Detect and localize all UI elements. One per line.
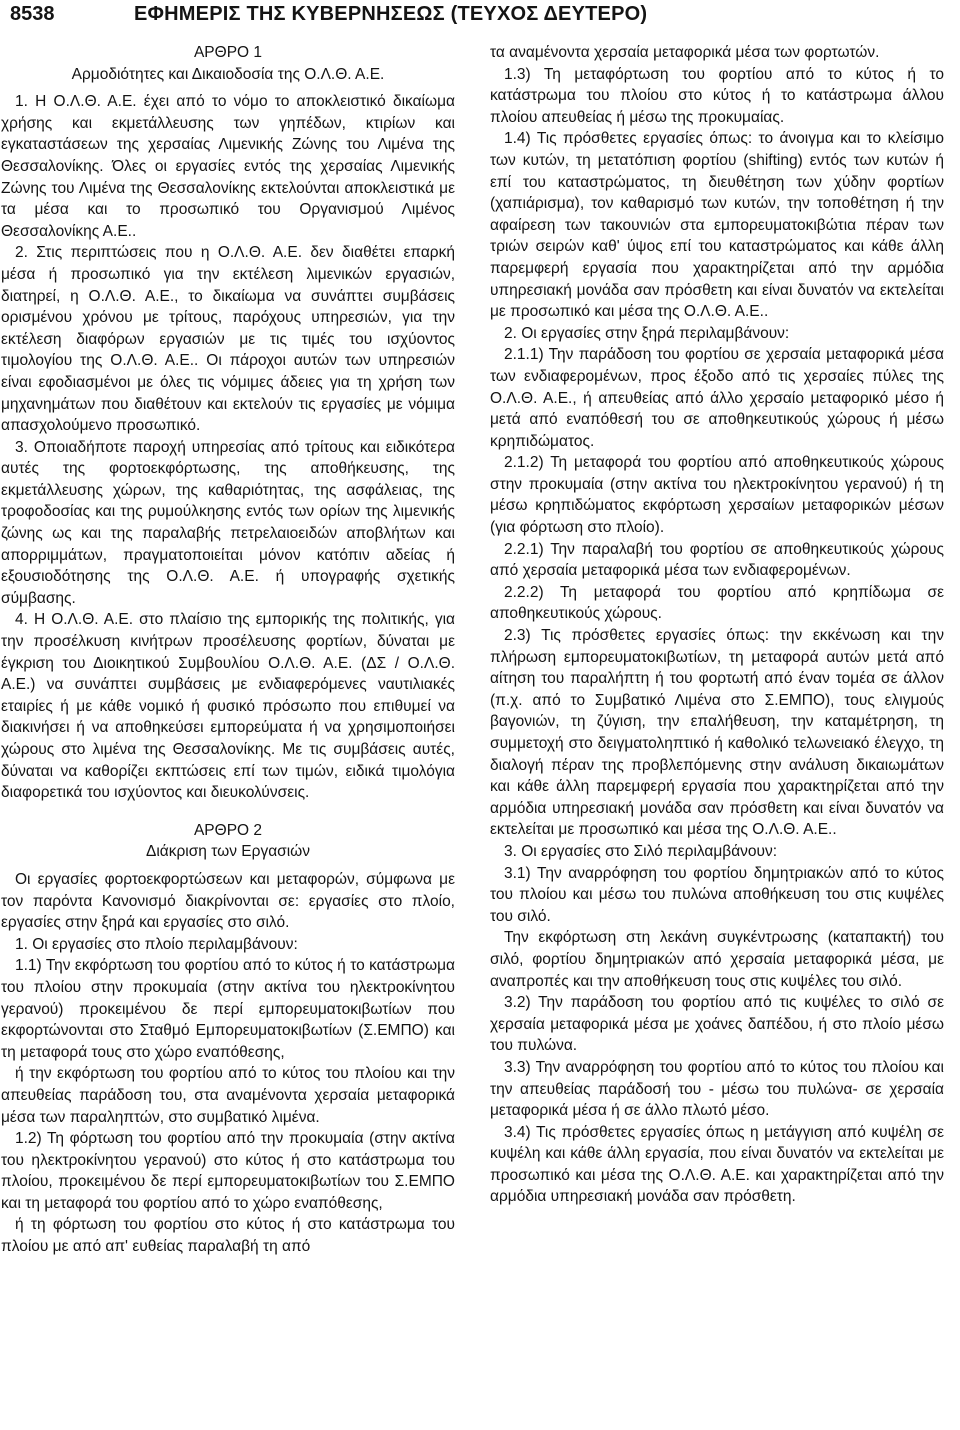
paragraph: 3. Οι εργασίες στο Σιλό περιλαμβάνουν: [504, 842, 778, 860]
page-header [10, 0, 950, 30]
article-2-title: Διάκριση των Εργασιών [145, 843, 311, 861]
right-column [490, 42, 944, 1208]
left-column [1, 42, 455, 1258]
paragraph: τα αναμένοντα χερσαία μεταφορικά μέσα των φορτωτών. [490, 44, 880, 61]
article-1-heading: ΑΡΘΡΟ 1 [193, 44, 263, 61]
article-2-heading: ΑΡΘΡΟ 2 [193, 821, 263, 839]
paragraph: 3.2) Την παράδοση του φορτίου από τις κυψέλες το σιλό σε χερσαία μεταφορικά μέσα με χοάνες δαπέδου, ή στο πλοίο μέσω του πυλώνα. [490, 994, 944, 1055]
paragraph: ή την εκφόρτωση του φορτίου από το κύτος του πλοίου και την απευθείας παράδοση του, στα αναμένοντα χερσαία μεταφορικά μέσα των παραληπτών, στο συμβατικό λιμένα. [1, 1065, 455, 1126]
paragraph: 2.2.2) Τη μεταφορά του φορτίου από κρηπίδωμα σε αποθηκευτικούς χώρους. [490, 583, 944, 623]
paragraph: Οι εργασίες φορτοεκφορτώσεων και μεταφορών, σύμφωνα με τον παρόντα Κανονισμό διακρίνονται σε: εργασίες στο πλοίο, εργασίες στην ξηρά και εργασίες στο σιλό. [1, 870, 455, 932]
paragraph: 1.2) Τη φόρτωση του φορτίου από την προκυμαία (στην ακτίνα του ηλεκτροκίνητου γερανού) στο κύτος ή στο κατάστρωμα του πλοίου, προκειμένου δε περί εμπορευματοκιβωτίων του Σ.ΕΜΠΟ και τη μεταφορά του φορτίου από το χώρο εναπόθεσης, [1, 1130, 455, 1212]
paragraph: 2.1.2) Τη μεταφορά του φορτίου από αποθηκευτικούς χώρους στην προκυμαία (στην ακτίνα του ηλεκτροκίνητου γερανού) ή τη μέσω κρηπιδώματος εκφόρτωση χερσαίων μεταφορικών μέσων (για φόρτωση στο πλοίο). [490, 454, 944, 537]
gazette-title: ΕΦΗΜΕΡΙΣ ΤΗΣ ΚΥΒΕΡΝΗΣΕΩΣ (ΤΕΥΧΟΣ ΔΕΥΤΕΡΟ) [134, 3, 648, 25]
paragraph: 2. Στις περιπτώσεις που η Ο.Λ.Θ. Α.Ε. δεν διαθέτει επαρκή μέσα ή προσωπικό για την εκτέλεση λιμενικών εργασιών, διατηρεί, η Ο.Λ.Θ. Α.Ε., το δικαίωμα να συνάπτει συμβάσεις ορισμένου χρόνου με τρίτους, παρόχους υπηρεσιών, για την εκτέλεση διαφόρων εργασιών με τις τιμές του ισχύοντος τιμολογίου της Ο.Λ.Θ. Α.Ε.. Οι πάροχοι αυτών των υπηρεσιών είναι εφοδιασμένοι με όλες τις νόμιμες άδειες για τη χρήση των μηχανημάτων που διαθέτουν και εκτελούν τις εργασίες με νόμιμα απασχολούμενο προσωπικό. [1, 244, 455, 435]
paragraph: 2. Οι εργασίες στην ξηρά περιλαμβάνουν: [504, 324, 790, 342]
paragraph: 3.4) Τις πρόσθετες εργασίες όπως η μετάγγιση από κυψέλη σε κυψέλη και κάθε άλλη εργασία, που είναι δυνατόν να εκτελείται με προσωπικό και μέσα της Ο.Λ.Θ. Α.Ε. και χαρακτηρίζεται από την αρμόδια υπηρεσιακή μονάδα σαν πρόσθετη. [490, 1123, 944, 1206]
paragraph: 2.2.1) Την παραλαβή του φορτίου σε αποθηκευτικούς χώρους από χερσαία μεταφορικά μέσα των ενδιαφερομένων. [490, 540, 944, 580]
article-1-title: Αρμοδιότητες και Δικαιοδοσία της Ο.Λ.Θ. Α.Ε. [71, 65, 385, 83]
paragraph: 4. Η Ο.Λ.Θ. Α.Ε. στο πλαίσιο της εμπορικής της πολιτικής, για την προσέλκυση κινήτρων προσέλευσης φορτίων, δύναται με έγκριση του Διοικητικού Συμβουλίου Ο.Λ.Θ. Α.Ε. (ΔΣ / Ο.Λ.Θ. Α.Ε.) να συνάπτει συμβάσεις με ενδιαφερόμενες ναυτιλιακές εταιρίες ή με κάθε νομικό ή φυσικό πρόσωπο που επιθυμεί να διακινήσει ή να αποθηκεύσει εμπορεύματα ή να χρησιμοποιήσει χώρους στο λιμένα της Θεσσαλονίκης. Με τις συμβάσεις αυτές, δύναται να καθορίζει εκπτώσεις επί των τιμών, ειδικά τιμολόγια διαφορετικά του ισχύοντος και διευκολύνσεις. [1, 611, 455, 802]
paragraph: 1.4) Τις πρόσθετες εργασίες όπως: το άνοιγμα και το κλείσιμο των κυτών, τη μετατόπιση φορτίου (shifting) εντός των κυτών ή επί του καταστρώματος, τη διευθέτηση των χύδην φορτίων (χαπιάρισμα), τον καθαρισμό των κυτών, την τοποθέτηση ή την αφαίρεση των τακουνιών στα εμπορευματοκιβώτια πέραν των τριών σειρών καθ' ύψος επί του καταστρώματος και κάθε άλλη παρεμφερή εργασία που χαρακτηρίζεται από την αρμόδια υπηρεσιακή μονάδα σαν πρόσθετη και είναι δυνατόν να εκτελείται με προσωπικό και μέσα της Ο.Λ.Θ. Α.Ε.. [490, 130, 944, 321]
page-number: 8538 [10, 3, 55, 25]
paragraph: 3.3) Την αναρρόφηση του φορτίου από το κύτος του πλοίου και την απευθείας παράδοσή του - μέσω του πυλώνα- σε χερσαία μεταφορικά μέσα ή σε άλλο πλωτό μέσο. [490, 1058, 944, 1120]
paragraph: 3. Οποιαδήποτε παροχή υπηρεσίας από τρίτους και ειδικότερα αυτές της φορτοεκφόρτωσης, της αποθήκευσης, της εκμετάλλευσης χώρων, της καθαριότητας, της ασφάλειας, της τροφοδοσίας και της ρυμούλκησης εντός των ορίων της λιμενικής ζώνης ως και της παραλαβής πετρελαιοειδών αποβλήτων και απορριμμάτων, πραγματοποιείται μόνον κατόπιν αδείας ή εξουσιοδότησης της Ο.Λ.Θ. Α.Ε. ή υπογραφής σχετικής σύμβασης. [1, 438, 455, 607]
paragraph: 1. Οι εργασίες στο πλοίο περιλαμβάνουν: [15, 935, 298, 953]
paragraph: ή τη φόρτωση του φορτίου στο κύτος ή στο κατάστρωμα του πλοίου με από απ' ευθείας παραλαβή τη από [1, 1216, 455, 1256]
paragraph: 2.1.1) Την παράδοση του φορτίου σε χερσαία μεταφορικά μέσα των ενδιαφερομένων, προς έξοδο από τις χερσαίες πύλες της Ο.Λ.Θ. Α.Ε., ή απευθείας από άλλο χερσαίο μεταφορικό μέσο ή μετά από εναπόθεσή του σε αποθηκευτικούς χώρους ή μέσω κρηπιδώματος. [490, 346, 944, 450]
paragraph: 3.1) Την αναρρόφηση του φορτίου δημητριακών από το κύτος του πλοίου και μέσω του πυλώνα αποθήκευση του στις κυψέλες του σιλό. [490, 864, 944, 925]
paragraph: 1. Η Ο.Λ.Θ. Α.Ε. έχει από το νόμο το αποκλειστικό δικαίωμα χρήσης και εκμετάλλευσης των γηπέδων, κτιρίων και εγκαταστάσεων της χερσαίας Λιμενικής Ζώνης του Λιμένα της Θεσσαλονίκης. Όλες οι εργασίες εντός της χερσαίας Λιμενικής Ζώνης του Λιμένα της Θεσσαλονίκης εκτελούνται αποκλειστικά με τα μέσα και το προσωπικό του Οργανισμού Λιμένος Θεσσαλονίκης Α.Ε.. [1, 93, 455, 240]
paragraph: 1.3) Τη μεταφόρτωση του φορτίου από το κύτος ή το κατάστρωμα του πλοίου στο κύτος ή το κατάστρωμα άλλου πλοίου απευθείας ή μέσω της προκυμαίας. [490, 65, 944, 126]
paragraph: 2.3) Τις πρόσθετες εργασίες όπως: την εκκένωση και την πλήρωση εμπορευματοκιβωτίων, τη μεταφορά αυτών μετά από αίτηση του παραλήπτη ή του φορτωτή από έναν τομέα σε άλλον (π.χ. από το Συμβατικό Λιμένα στο Σ.ΕΜΠΟ), τους ελιγμούς βαγονιών, τη ζύγιση, την επαλήθευση, την καταμέτρηση, τη συμμετοχή στο δειγματοληπτικό ή καθολικό τελωνειακό έλεγχο, τη διαλογή πέραν της προβλεπόμενης στην ανάλυση δικαιωμάτων και κάθε άλλη παρεμφερή εργασία που χαρακτηρίζεται από την αρμόδια υπηρεσιακή μονάδα σαν πρόσθετη και είναι δυνατόν να εκτελείται με προσωπικό και μέσα της Ο.Λ.Θ. Α.Ε.. [490, 627, 944, 839]
paragraph: Την εκφόρτωση στη λεκάνη συγκέντρωσης (καταπακτή) του σιλό, φορτίου δημητριακών από χερσαία μεταφορικά μέσα, με αναπροπές και την αποθήκευση τους στις κυψέλες του σιλό. [490, 929, 944, 990]
paragraph: 1.1) Την εκφόρτωση του φορτίου από το κύτος ή το κατάστρωμα του πλοίου στην προκυμαία (στην ακτίνα του ηλεκτροκίνητου γερανού) προκειμένου δε περί εμπορευματοκιβωτίων που εκφορτώνονται στο Σταθμό Εμπορευματοκιβωτίων (Σ.ΕΜΠΟ) και τη μεταφορά τους στο χώρο εναπόθεσης, [1, 957, 455, 1061]
